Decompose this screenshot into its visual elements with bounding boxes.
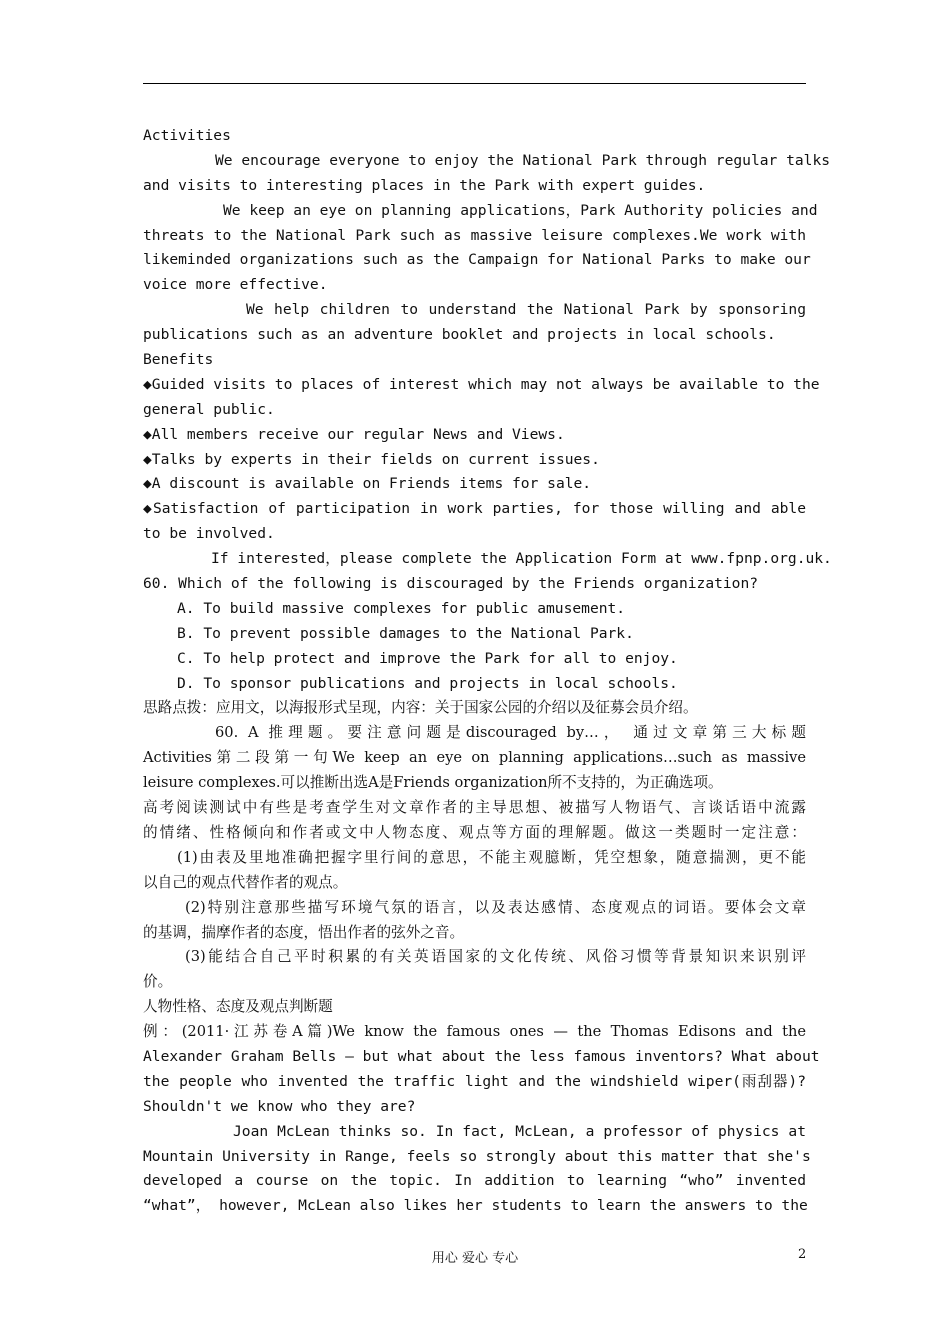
text-line: We keep an eye on planning applications，Park Authority policies and	[223, 201, 818, 219]
text-line: the people who invented the traffic light and the windshield wiper(雨刮器)?	[143, 1072, 806, 1090]
text-line: ◆All members receive our regular News and Views.	[143, 425, 565, 443]
text-line: 以自己的观点代替作者的观点。	[143, 873, 348, 891]
text-line: Shouldn't we know who they are?	[143, 1097, 416, 1115]
text-line: “what”， however, McLean also likes her students to learn the answers to the	[143, 1197, 808, 1215]
text-line: Mountain University in Range, feels so strongly about this matter that she's	[143, 1147, 811, 1165]
text-line: to be involved.	[143, 525, 275, 543]
text-line: C. To help protect and improve the Park for all to enjoy.	[177, 649, 678, 667]
text-line: general public.	[143, 400, 275, 418]
text-line: 价。	[143, 973, 173, 991]
text-line: ◆Satisfaction of participation in work parties, for those willing and able	[143, 500, 806, 518]
header-rule	[143, 83, 806, 84]
text-line: Benefits	[143, 351, 214, 369]
text-line: We help children to understand the National Park by sponsoring	[246, 301, 806, 319]
text-line: likeminded organizations such as the Campaign for National Parks to make our	[143, 251, 811, 269]
text-line: 人物性格、态度及观点判断题	[143, 998, 333, 1016]
text-line: B. To prevent possible damages to the National Park.	[177, 624, 634, 642]
text-line: We encourage everyone to enjoy the National Park through regular talks	[215, 151, 831, 169]
text-line: 的情绪、性格倾向和作者或文中人物态度、观点等方面的理解题。做这一类题时一定注意：	[143, 823, 806, 841]
text-line: Activities第二段第一句We keep an eye on planning applications…such as massive	[143, 749, 806, 767]
text-line: A. To build massive complexes for public amusement.	[177, 599, 626, 617]
text-line: threats to the National Park such as massive leisure complexes.We work with	[143, 226, 806, 244]
text-line: If interested，please complete the Application Form at www.fpnp.org.uk.	[211, 550, 832, 568]
text-line: 60. Which of the following is discouraged by the Friends organization?	[143, 575, 759, 593]
text-line: 例：(2011·江苏卷A篇)We know the famous ones — the Thomas Edisons and the	[143, 1023, 806, 1041]
text-line: developed a course on the topic. In addition to learning “who” invented	[143, 1172, 806, 1190]
text-line: publications such as an adventure booklet and projects in local schools.	[143, 326, 776, 344]
text-line: ◆Guided visits to places of interest which may not always be available to the	[143, 375, 820, 393]
text-line: ◆A discount is available on Friends items for sale.	[143, 475, 592, 493]
text-line: D. To sponsor publications and projects in local schools.	[177, 674, 678, 692]
footer-slogan: 用心 爱心 专心	[431, 1251, 519, 1266]
text-line: leisure complexes.可以推断出选A是Friends organization所不支持的，为正确选项。	[143, 774, 723, 792]
document-body	[143, 124, 832, 1219]
page-footer	[0, 1247, 950, 1267]
text-line: (1)由表及里地准确把握字里行间的意思，不能主观臆断，凭空想象，随意揣测，更不能	[177, 848, 806, 866]
text-line: 的基调，揣摩作者的态度，悟出作者的弦外之音。	[143, 923, 465, 941]
page-number: 2	[798, 1247, 807, 1262]
text-line: Joan McLean thinks so. In fact, McLean, a professor of physics at	[233, 1122, 806, 1140]
text-line: 高考阅读测试中有些是考查学生对文章作者的主导思想、被描写人物语气、言谈话语中流露	[143, 799, 806, 817]
text-line: voice more effective.	[143, 276, 328, 294]
text-line: Activities	[143, 127, 231, 144]
text-line: (3)能结合自己平时积累的有关英语国家的文化传统、风俗习惯等背景知识来识别评	[185, 948, 806, 966]
text-line: ◆Talks by experts in their fields on current issues.	[143, 450, 600, 468]
text-line: 思路点拨：应用文，以海报形式呈现，内容：关于国家公园的介绍以及征募会员介绍。	[143, 699, 698, 717]
text-line: (2)特别注意那些描写环境气氛的语言，以及表达感情、态度观点的词语。要体会文章	[185, 898, 806, 916]
text-line: Alexander Graham Bells — but what about the less famous inventors? What about	[143, 1047, 820, 1065]
text-line: 60. A 推理题。要注意问题是discouraged by…， 通过文章第三大标题	[215, 724, 806, 742]
text-line: and visits to interesting places in the Park with expert guides.	[143, 176, 706, 194]
